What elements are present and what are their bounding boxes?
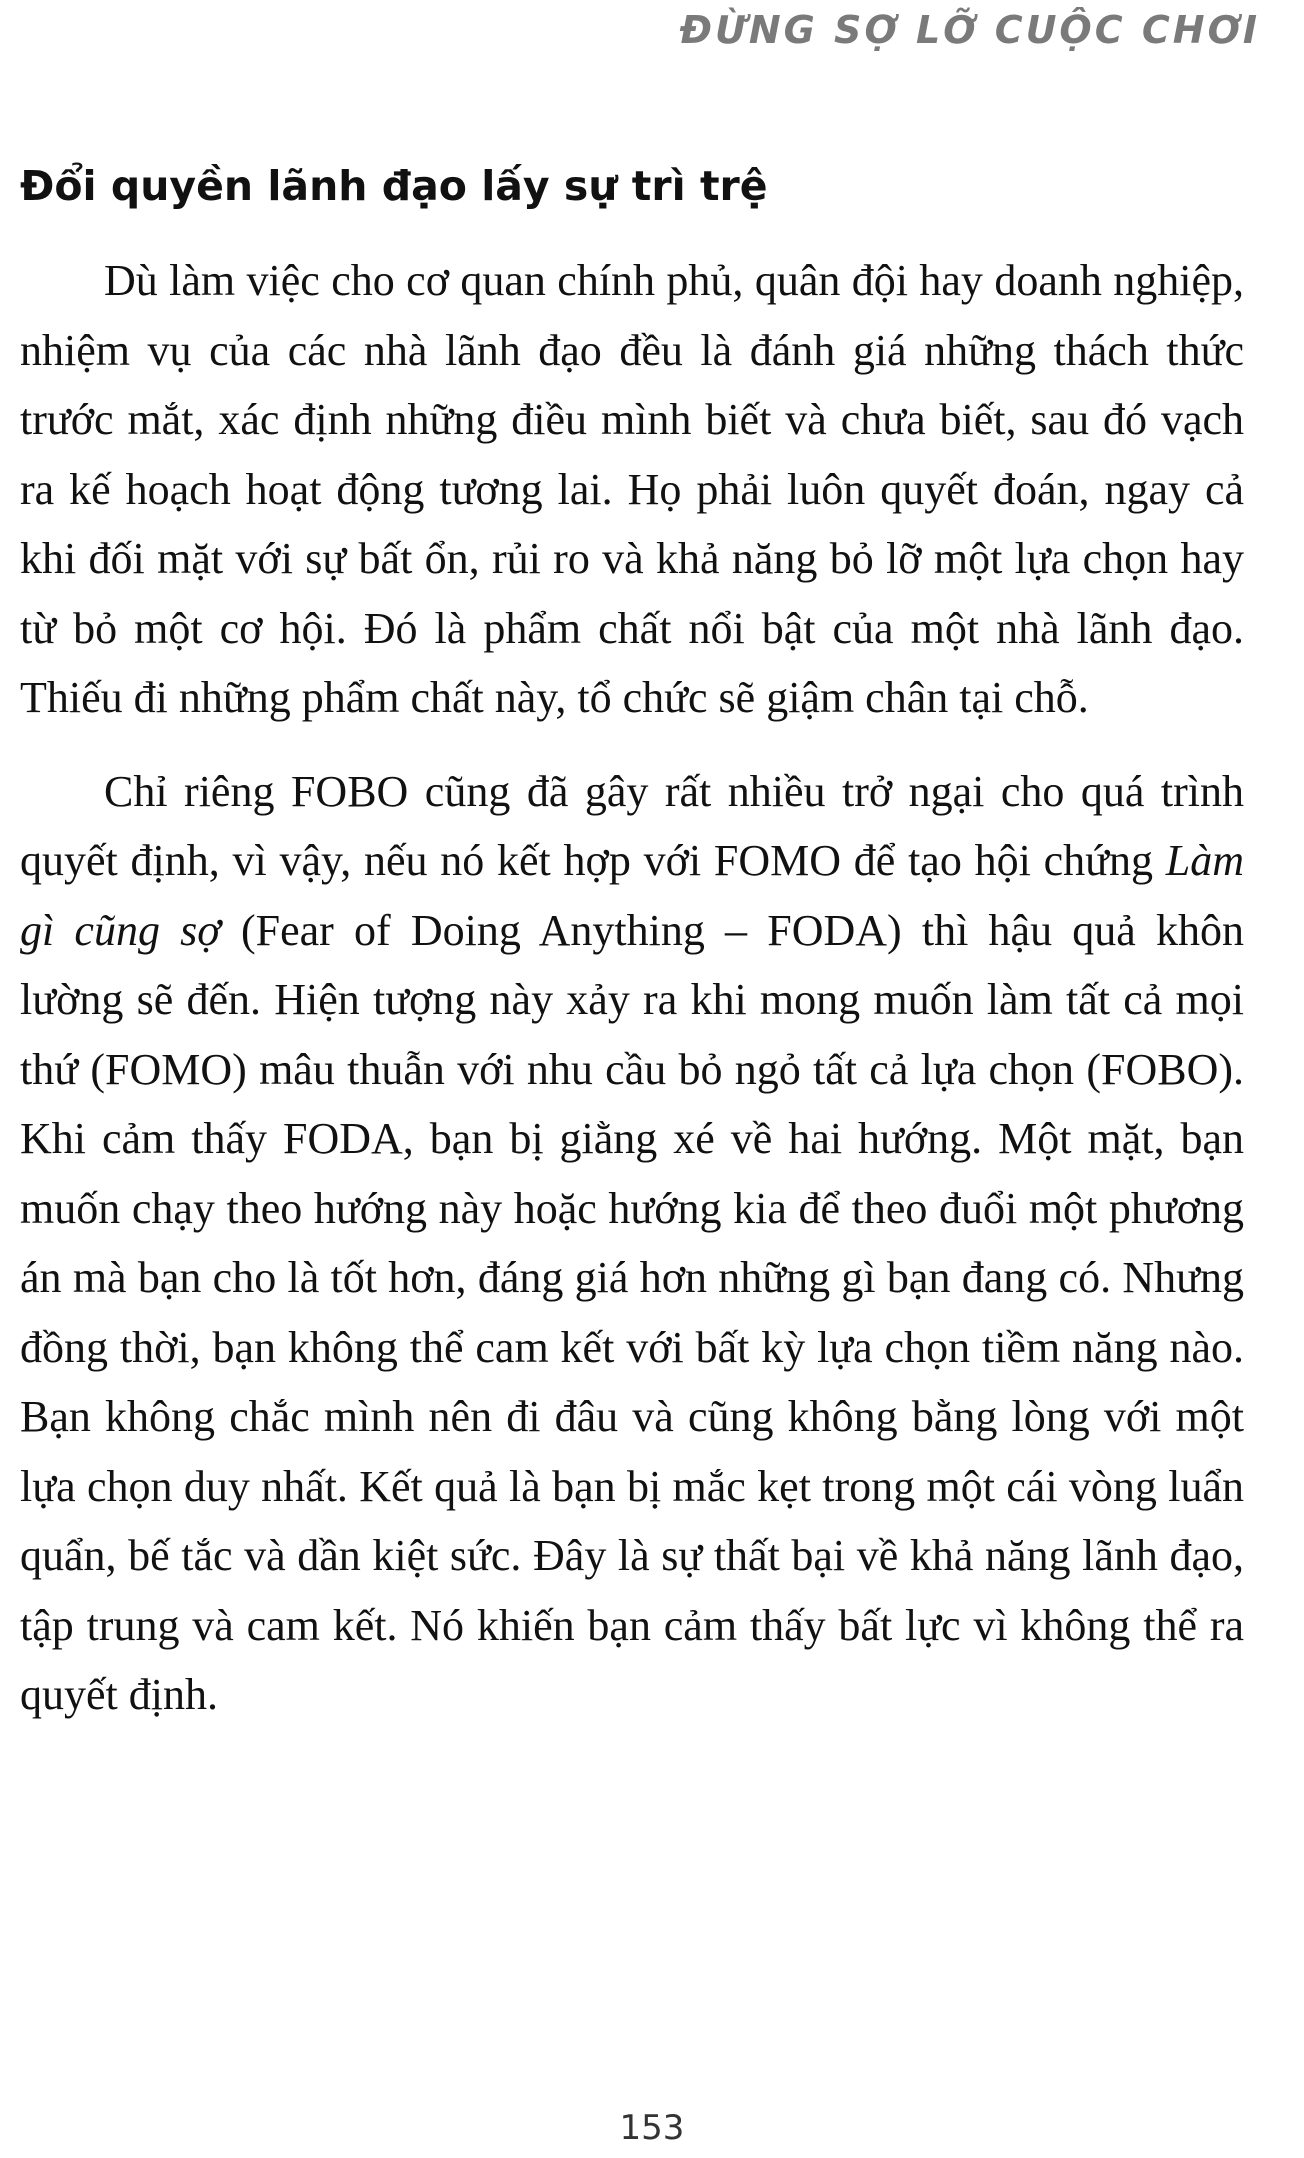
- paragraph-2-part-1: Chỉ riêng FOBO cũng đã gây rất nhiều trở ngại cho quá trình quyết định, vì vậy, nếu nó kết hợp với FOMO để tạo hội chứng: [20, 766, 1244, 885]
- body-text: [20, 246, 1244, 1730]
- running-head: ĐỪNG SỢ LỠ CUỘC CHƠI: [679, 8, 1260, 52]
- section-heading: Đổi quyền lãnh đạo lấy sự trì trệ: [20, 162, 768, 210]
- page-number: 153: [619, 2108, 685, 2148]
- paragraph-2-part-2: (Fear of Doing Anything – FODA) thì hậu quả khôn lường sẽ đến. Hiện tượng này xảy ra khi mong muốn làm tất cả mọi thứ (FOMO) mâu thuẫn với nhu cầu bỏ ngỏ tất cả lựa chọn (FOBO). Khi cảm thấy FODA, bạn bị giằng xé về hai hướng. Một mặt, bạn muốn chạy theo hướng này hoặc hướng kia để theo đuổi một phương án mà bạn cho là tốt hơn, đáng giá hơn những gì bạn đang có. Nhưng đồng thời, bạn không thể cam kết với bất kỳ lựa chọn tiềm năng nào. Bạn không chắc mình nên đi đâu và cũng không bằng lòng với một lựa chọn duy nhất. Kết quả là bạn bị mắc kẹt trong một cái vòng luẩn quẩn, bế tắc và dần kiệt sức. Đây là sự thất bại về khả năng lãnh đạo, tập trung và cam kết. Nó khiến bạn cảm thấy bất lực vì không thể ra quyết định.: [20, 905, 1244, 1719]
- paragraph-2: [20, 757, 1244, 1730]
- paragraph-2-italic-term: Làm gì cũng sợ: [20, 836, 1244, 955]
- paragraph-1: Dù làm việc cho cơ quan chính phủ, quân đội hay doanh nghiệp, nhiệm vụ của các nhà lãnh đạo đều là đánh giá những thách thức trước mắt, xác định những điều mình biết và chưa biết, sau đó vạch ra kế hoạch hoạt động tương lai. Họ phải luôn quyết đoán, ngay cả khi đối mặt với sự bất ổn, rủi ro và khả năng bỏ lỡ một lựa chọn hay từ bỏ một cơ hội. Đó là phẩm chất nổi bật của một nhà lãnh đạo. Thiếu đi những phẩm chất này, tổ chức sẽ giậm chân tại chỗ.: [20, 256, 1244, 722]
